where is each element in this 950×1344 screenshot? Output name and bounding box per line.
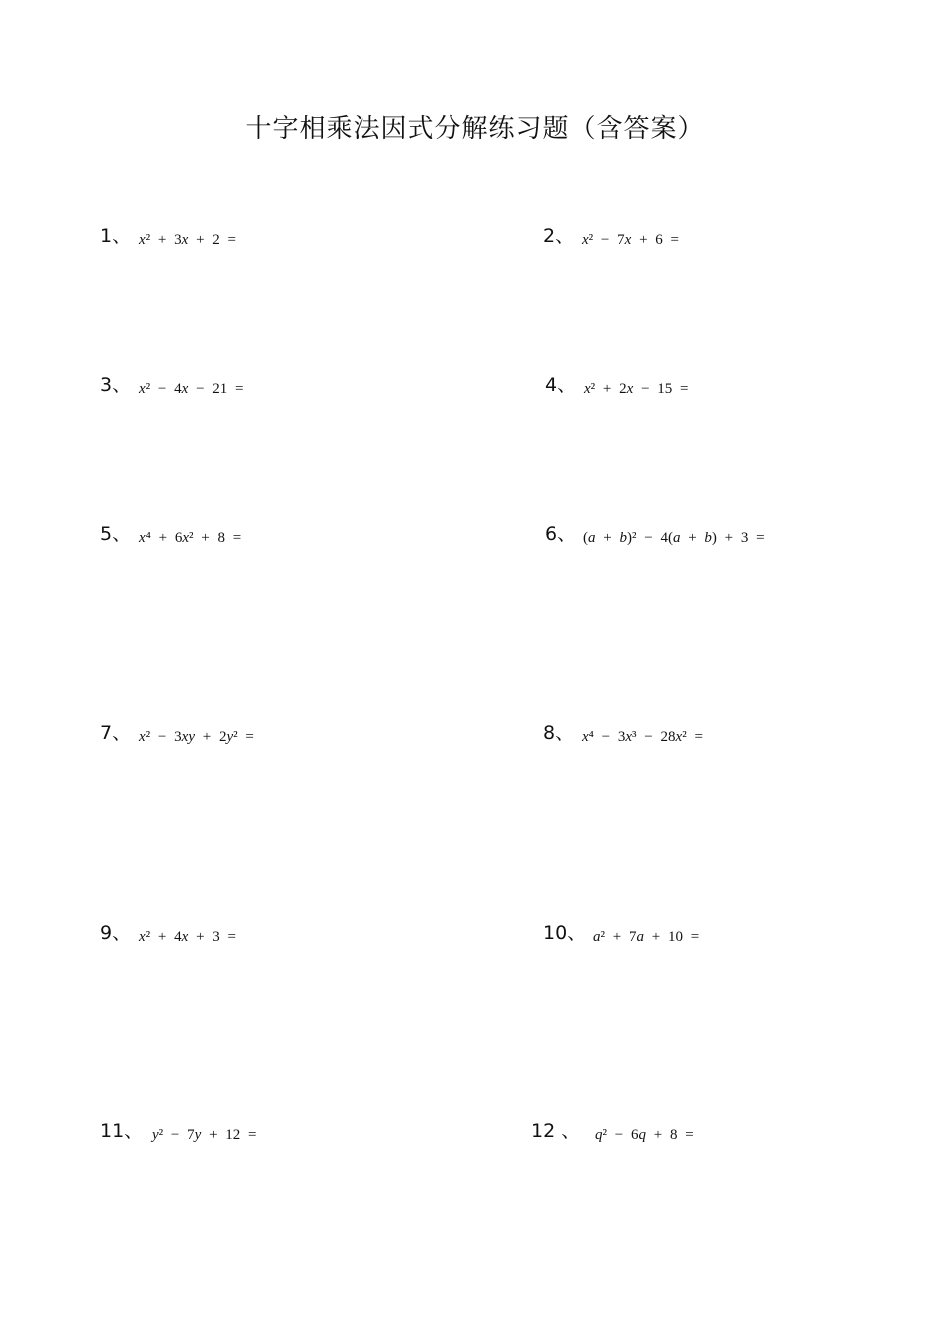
problem-number: 2、 bbox=[543, 225, 575, 247]
problem-number: 1、 bbox=[100, 225, 132, 247]
problem-expression: a² + 7a + 10 = bbox=[593, 929, 700, 945]
problem-expression: x² + 3x + 2 = bbox=[139, 232, 236, 248]
problem-number: 9、 bbox=[100, 922, 132, 944]
problem-number: 7、 bbox=[100, 722, 132, 744]
problem-expression: y² − 7y + 12 = bbox=[152, 1127, 257, 1143]
problem-number: 11、 bbox=[100, 1120, 144, 1142]
problem-number: 10、 bbox=[543, 922, 587, 944]
problem-number: 4、 bbox=[545, 374, 577, 396]
problem-number: 6、 bbox=[545, 523, 577, 545]
problem-number: 8、 bbox=[543, 722, 575, 744]
problem-expression: q² − 6q + 8 = bbox=[595, 1127, 694, 1143]
problem-expression: x⁴ − 3x³ − 28x² = bbox=[582, 729, 703, 745]
problem-expression: x⁴ + 6x² + 8 = bbox=[139, 530, 242, 546]
problem-expression: x² − 4x − 21 = bbox=[139, 381, 244, 397]
problem-expression: x² − 3xy + 2y² = bbox=[139, 729, 254, 745]
problem-number: 5、 bbox=[100, 523, 132, 545]
page-title: 十字相乘法因式分解练习题（含答案） bbox=[245, 114, 705, 144]
problem-expression: x² − 7x + 6 = bbox=[582, 232, 679, 248]
problem-number: 12 、 bbox=[531, 1120, 581, 1142]
problem-number: 3、 bbox=[100, 374, 132, 396]
problem-expression: x² + 2x − 15 = bbox=[584, 381, 689, 397]
problem-expression: x² + 4x + 3 = bbox=[139, 929, 236, 945]
problem-expression: (a + b)² − 4(a + b) + 3 = bbox=[583, 530, 765, 546]
